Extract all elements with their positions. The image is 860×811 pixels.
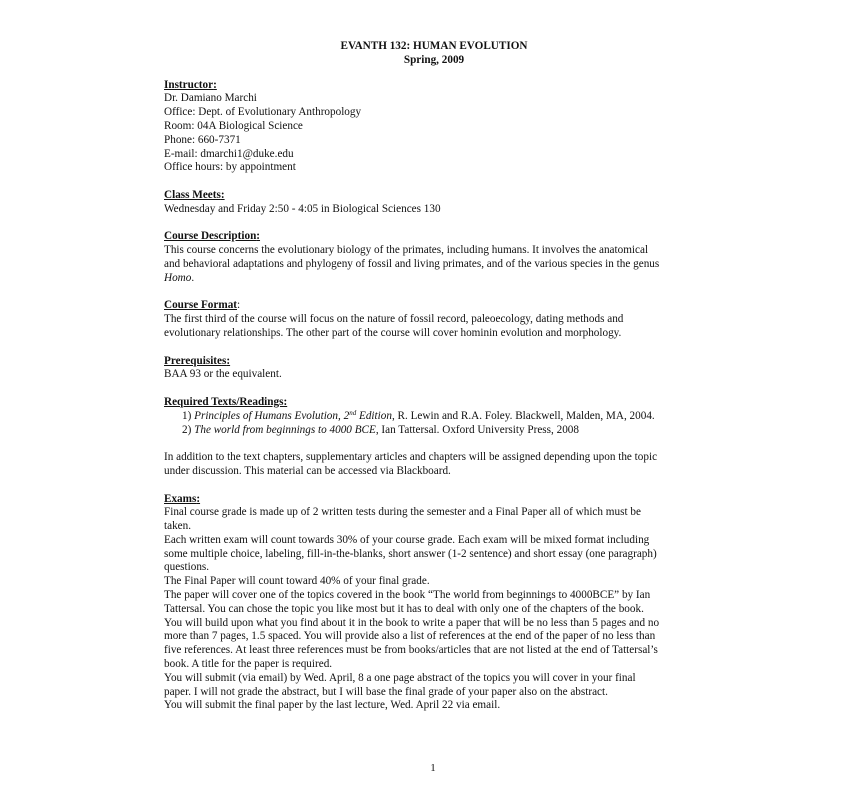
- course-format-line: evolutionary relationships. The other part of the course will cover hominin evolution and morphology.: [164, 326, 622, 339]
- instructor-heading: Instructor:: [164, 78, 217, 91]
- instructor-office: Office: Dept. of Evolutionary Anthropology: [164, 106, 362, 119]
- syllabus-content: [164, 40, 704, 713]
- page-number: 1: [430, 762, 436, 774]
- instructor-email: E-mail: dmarchi1@duke.edu: [164, 147, 294, 160]
- course-description-heading: Course Description:: [164, 230, 261, 243]
- prerequisites-text: BAA 93 or the equivalent.: [164, 368, 282, 381]
- exams-line: You will build upon what you find about it in the book to write a paper that will be no less than 5 pages and no: [164, 616, 660, 629]
- reading-item-1: 1) Principles of Humans Evolution, 2nd Edition, R. Lewin and R.A. Foley. Blackwell, Malden, MA, 2004.: [182, 408, 655, 422]
- prerequisites-section: [164, 355, 704, 383]
- supplementary-line: under discussion. This material can be accessed via Blackboard.: [164, 464, 451, 477]
- exams-line: Final course grade is made up of 2 written tests during the semester and a Final Paper all of which must be: [164, 506, 641, 519]
- exams-heading: Exams:: [164, 492, 201, 505]
- exams-line: You will submit (via email) by Wed. April, 8 a one page abstract of the topics you will cover in your final: [164, 671, 636, 684]
- document-title-block: [164, 40, 704, 68]
- exams-line: Each written exam will count towards 30% of your course grade. Each exam will be mixed format including: [164, 533, 650, 546]
- course-description-section: [164, 230, 704, 285]
- course-format-heading: Course Format:: [164, 299, 241, 312]
- instructor-room: Room: 04A Biological Science: [164, 119, 303, 132]
- exams-line: You will submit the final paper by the last lecture, Wed. April 22 via email.: [164, 699, 501, 712]
- course-description-line: This course concerns the evolutionary biology of the primates, including humans. It involves the anatomical: [164, 244, 649, 257]
- instructor-name: Dr. Damiano Marchi: [164, 92, 257, 105]
- exams-line: paper. I will not grade the abstract, but I will base the final grade of your paper also on the abstract.: [164, 685, 608, 698]
- supplementary-line: In addition to the text chapters, supplementary articles and chapters will be assigned depending upon the topic: [164, 451, 658, 464]
- exams-line: The Final Paper will count toward 40% of your final grade.: [164, 575, 430, 588]
- prerequisites-heading: Prerequisites:: [164, 354, 231, 367]
- course-term: Spring, 2009: [403, 53, 465, 66]
- exams-line: The paper will cover one of the topics covered in the book “The world from beginnings to 4000BCE” by Ian: [164, 589, 651, 602]
- course-format-section: [164, 299, 704, 340]
- class-meets-section: [164, 189, 704, 217]
- genus-homo: Homo: [164, 271, 192, 284]
- exams-line: taken.: [164, 520, 192, 533]
- course-description-line: Homo.: [164, 271, 195, 284]
- course-description-line: and behavioral adaptations and phylogeny of fossil and living primates, and of the various species in the genus: [164, 257, 660, 270]
- reading-item-2: 2) The world from beginnings to 4000 BCE, Ian Tattersal. Oxford University Press, 2008: [182, 423, 579, 436]
- course-format-line: The first third of the course will focus on the nature of fossil record, paleoecology, dating methods and: [164, 313, 624, 326]
- exams-line: more than 7 pages, 1.5 spaced. You will provide also a list of references at the end of the paper of no less than: [164, 630, 656, 643]
- instructor-office-hours: Office hours: by appointment: [164, 161, 296, 174]
- instructor-phone: Phone: 660-7371: [164, 133, 241, 146]
- exams-line: questions.: [164, 561, 210, 574]
- required-texts-heading: Required Texts/Readings:: [164, 395, 288, 408]
- supplementary-readings: [164, 451, 704, 479]
- exams-line: some multiple choice, labeling, fill-in-the-blanks, short answer (1-2 sentence) and short essay (one paragraph): [164, 547, 657, 560]
- exams-line: Tattersal. You can chose the topic you like most but it has to deal with only one of the chapters of the book.: [164, 602, 644, 615]
- course-title: EVANTH 132: HUMAN EVOLUTION: [340, 40, 528, 52]
- required-texts-section: [164, 396, 704, 437]
- class-meets-text: Wednesday and Friday 2:50 - 4:05 in Biological Sciences 130: [164, 202, 441, 215]
- exams-line: five references. At least three references must be from books/articles that are not listed at the end of Tattersal’s: [164, 644, 658, 657]
- exams-section: [164, 493, 704, 714]
- class-meets-heading: Class Meets:: [164, 188, 225, 201]
- exams-line: book. A title for the paper is required.: [164, 658, 333, 671]
- instructor-section: [164, 79, 704, 176]
